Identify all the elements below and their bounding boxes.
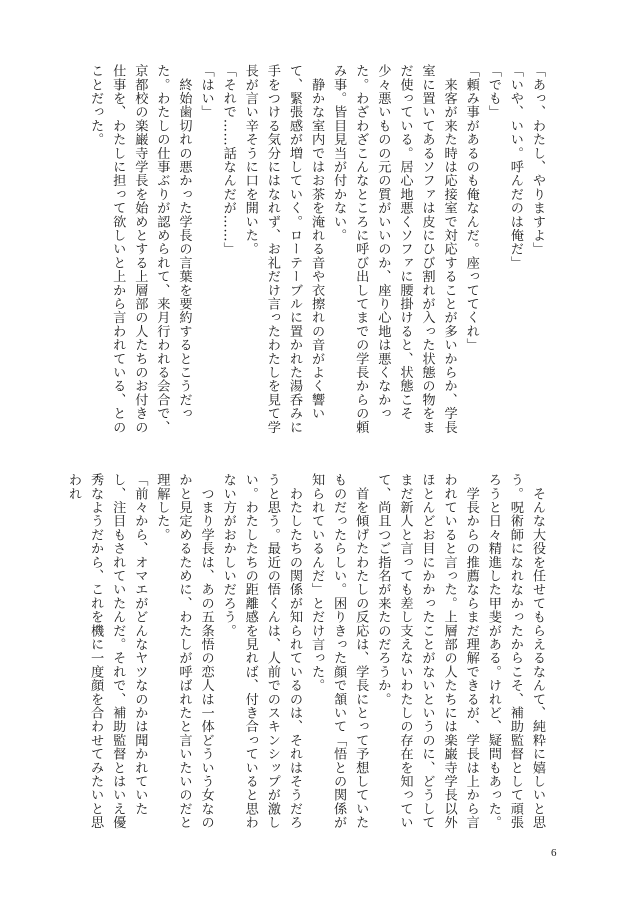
paragraph: 来客が来た時は応接室で対応することが多いからか、学長室に置いてあるソファは皮にひび割れが入った状態の物をまだ使っている。居心地悪くソファに腰掛けると、状態こそ少々悪いものの元の質がいいのか、座り心地は悪くなかった。わざわざこんなところに呼び出してまでの学長からの頼み事。皆目見当が付かない。 [331, 64, 457, 434]
text-block-upper [88, 64, 548, 436]
text-block-lower [66, 473, 548, 838]
page-number: 6 [551, 847, 557, 859]
paragraph: わたしたちの関係が知られているのは、それはそうだろうと思う。最近の悟くんは、人前でのスキンシップが激しい。わたしたちの距離感を見れば、付き合っていると思わない方がおかしいだろう。 [220, 473, 302, 830]
paragraph: 「それで……話なんだが……」 [220, 64, 236, 256]
paragraph: そんな大役を任せてもらえるなんて、純粋に嬉しいと思う。呪術師になれなかったからこそ、補助監督として頑張ろうと日々精進した甲斐がある。けれど、疑問もあった。 [485, 473, 545, 830]
paragraph: つまり学長は、あの五条悟の恋人は一体どういう女なのかと見定めるために、わたしが呼ばれたと言いたいのだと理解した。 [154, 473, 214, 830]
paragraph: 静かな室内ではお茶を淹れる音や衣擦れの音がよく響いて、緊張感が増していく。ローテーブルに置かれた湯呑みに手をつける気分にはなれず、お礼だけ言ったわたしを見て学長が言い辛そうに口を開いた。 [242, 64, 325, 434]
paragraph: 「前々から、オマエがどんなヤツなのかは聞かれていたし、注目もされていたんだ。それで、補助監督とはいえ優秀なようだから、これを機に一度顔を合わせてみたいと思われ [66, 473, 148, 830]
paragraph: 学長からの推薦ならまだ理解できるが、学長は上から言われていると言った。上層部の人たちには楽巌寺学長以外ほとんどお目にかかったことがないというのに、どうしてまだ新人と言っても差し支えないわたしの存在を知っていて、尚且つご指名が来たのだろうか。 [375, 473, 479, 830]
paragraph: 首を傾げたわたしの反応は、学長にとって予想していたものだったらしい。困りきった顔で頷いて「悟との関係が知られているんだ」とだけ言った。 [309, 473, 369, 830]
paragraph: 「はい」 [198, 64, 214, 119]
paragraph: 「頼み事があるのも俺なんだ。座っててくれ」 [463, 64, 479, 352]
paragraph: 終始歯切れの悪かった学長の言葉を要約するとこうだった。わたしの仕事ぶりが認められて、来月行われる会合で、京都校の楽巌寺学長を始めとする上層部の人たちのお付きの仕事を、わたしに担って欲しいと上から言われている、とのことだった。 [88, 64, 192, 434]
paragraph: 「あっ、わたし、やりますよ」 [530, 64, 545, 256]
paragraph: 「でも」 [485, 64, 501, 119]
paragraph: 「いや、いい。呼んだのは俺だ」 [507, 64, 523, 270]
